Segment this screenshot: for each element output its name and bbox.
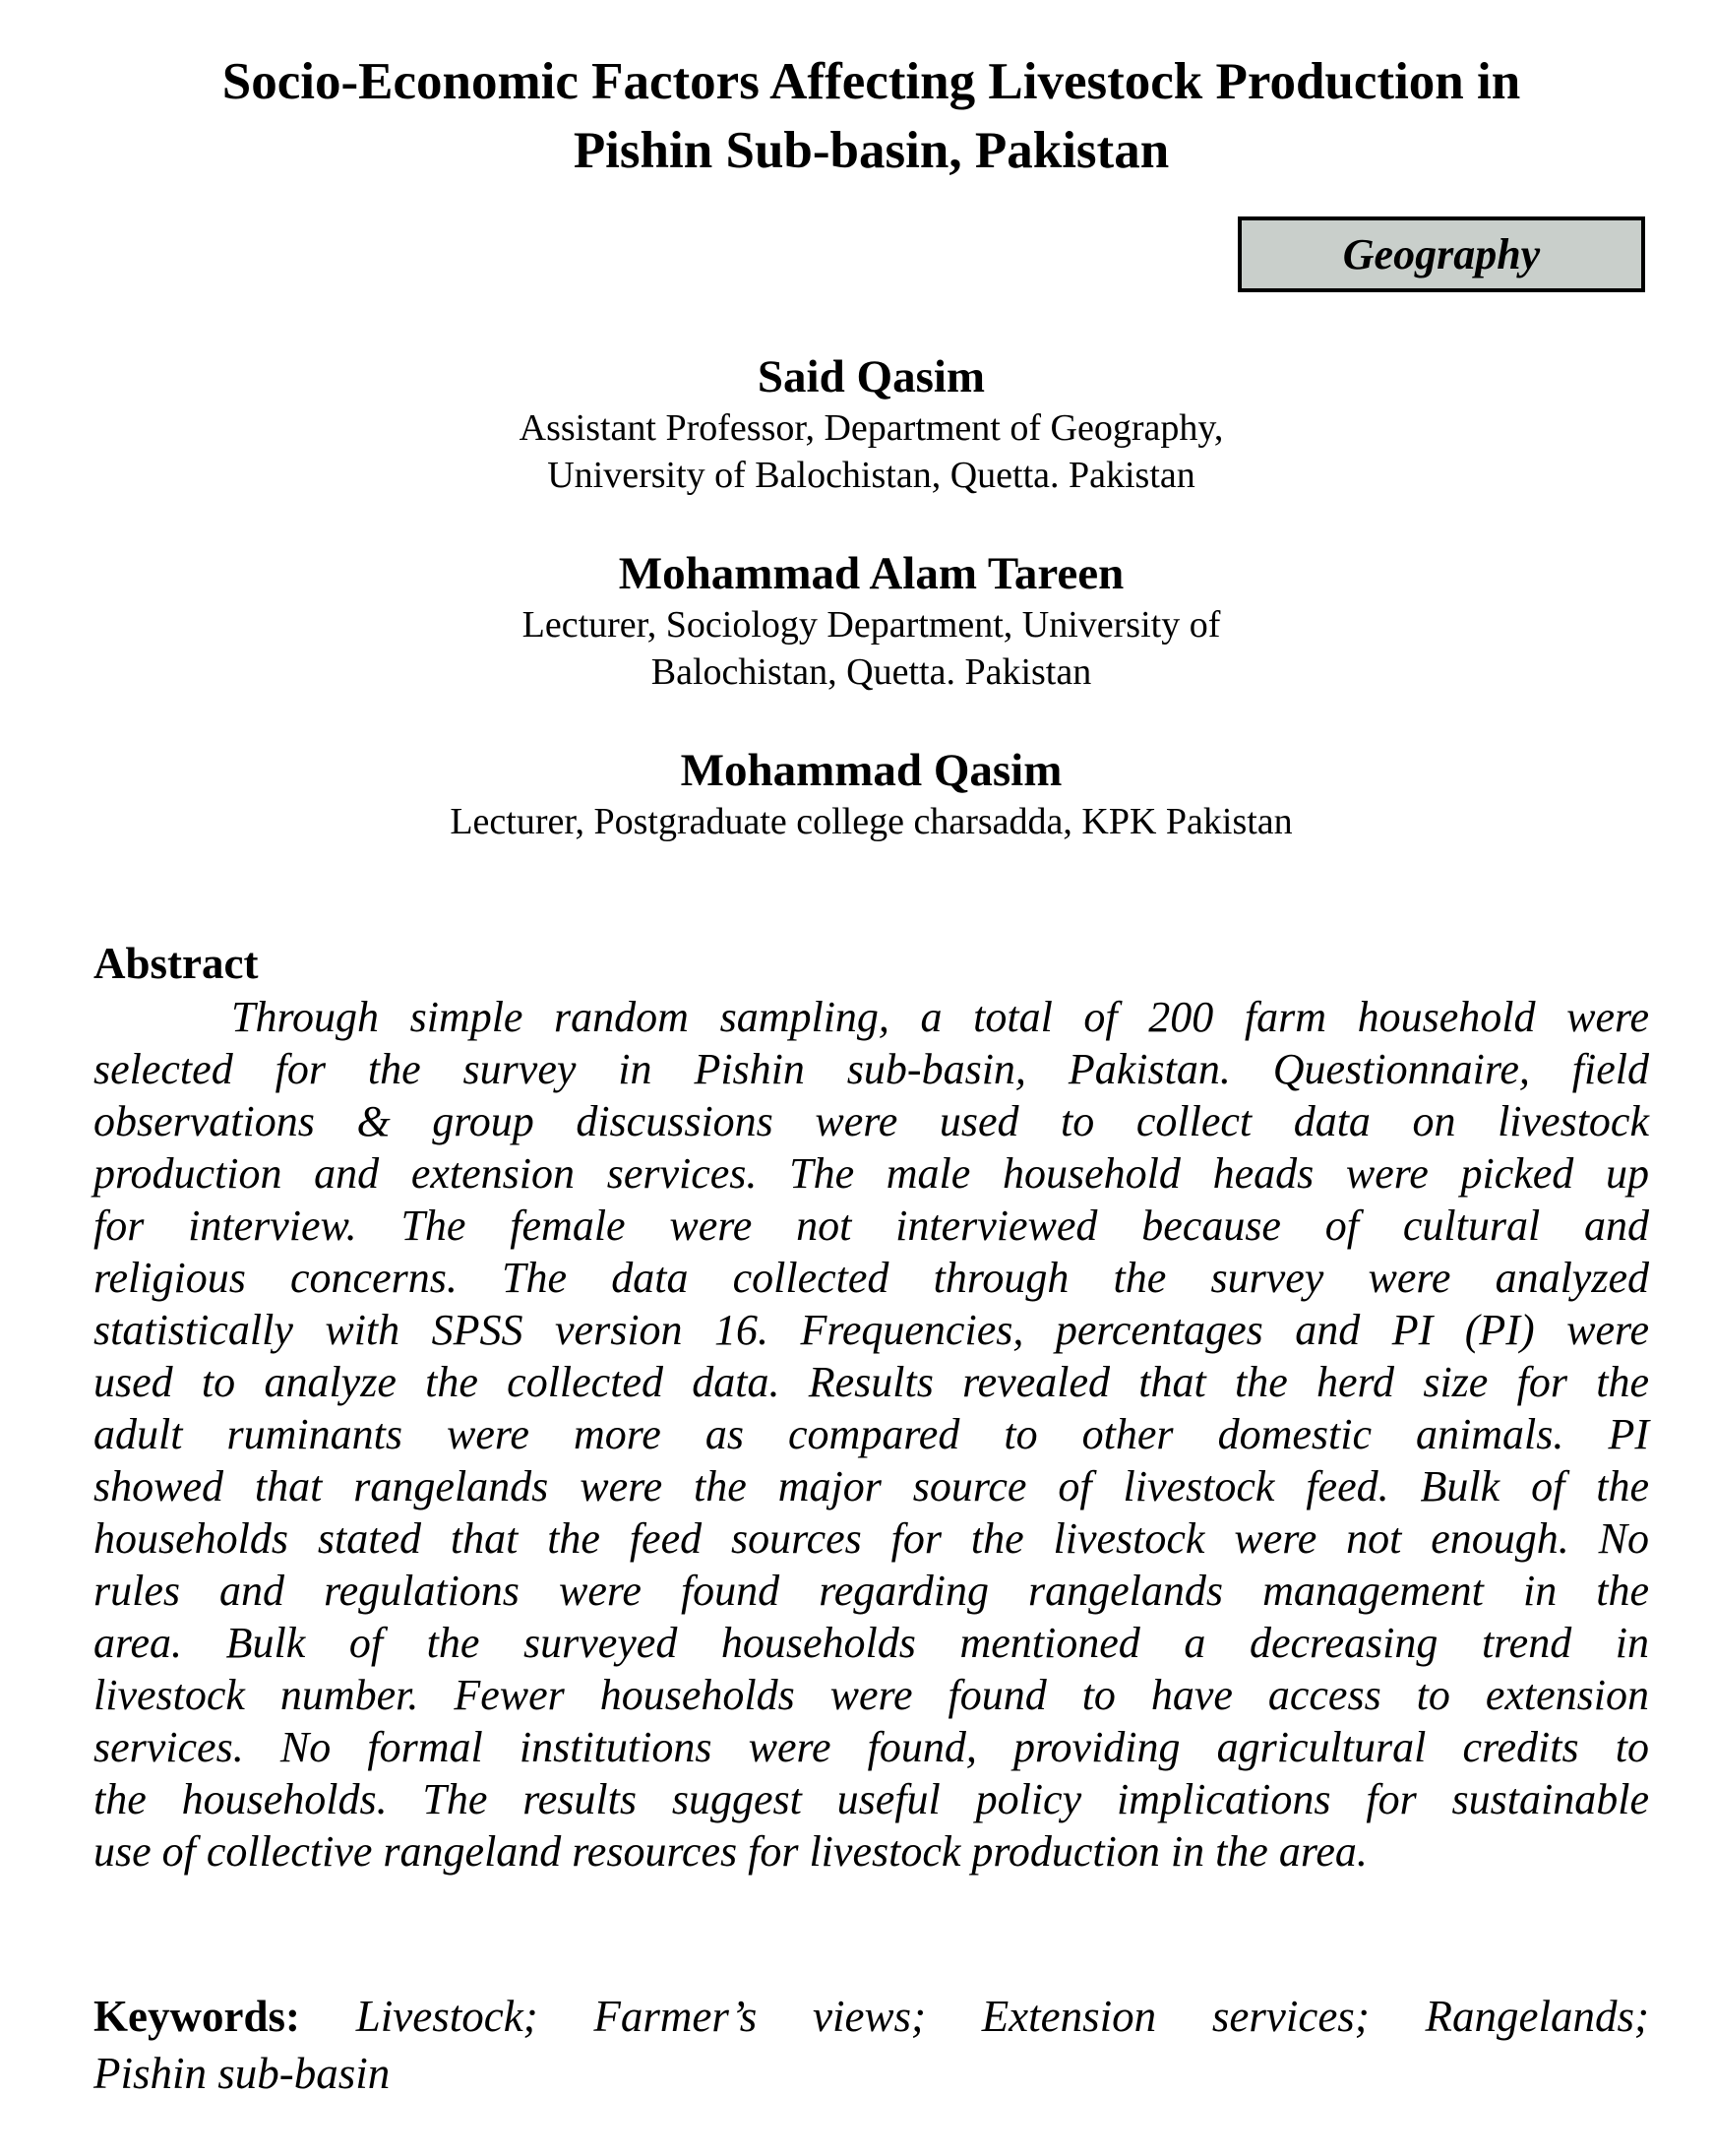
keywords-line2: Pishin sub-basin [93,2049,391,2098]
abstract-line: area. Bulk of the surveyed households mentioned a decreasing trend in [93,1619,1649,1667]
abstract-line: observations & group discussions were used to collect data on livestock [93,1097,1649,1145]
author-affiliation-line: University of Balochistan, Quetta. Pakistan [547,455,1195,496]
abstract-line: adult ruminants were more as compared to other domestic animals. PI [93,1410,1649,1458]
abstract-line: rules and regulations were found regarding rangelands management in the [93,1567,1649,1615]
abstract-line: the households. The results suggest useful policy implications for sustainable [93,1775,1649,1823]
keywords-label: Keywords: [93,1992,300,2041]
author-block [93,743,1649,845]
paper-title-line2: Pishin Sub-basin, Pakistan [573,122,1170,179]
abstract-heading: Abstract [93,939,259,988]
abstract-line: used to analyze the collected data. Results revealed that the herd size for the [93,1358,1649,1406]
abstract-line: livestock number. Fewer households were found to have access to extension [93,1671,1649,1719]
author-block [93,349,1649,499]
abstract-line: Through simple random sampling, a total of 200 farm household were [231,993,1649,1041]
keywords-section [93,1988,1649,2102]
abstract-line: for interview. The female were not interviewed because of cultural and [93,1201,1649,1250]
abstract-body [93,991,1649,1878]
abstract-line: selected for the survey in Pishin sub-basin, Pakistan. Questionnaire, field [93,1045,1649,1093]
author-name: Mohammad Qasim [680,745,1063,796]
author-name: Said Qasim [757,351,986,402]
author-name: Mohammad Alam Tareen [618,548,1125,599]
paper-title [93,47,1649,185]
author-affiliation-line: Balochistan, Quetta. Pakistan [650,651,1092,693]
paper-title-line1: Socio-Economic Factors Affecting Livestock Production in [221,53,1521,110]
author-block [93,546,1649,696]
abstract-line: use of collective rangeland resources for livestock production in the area. [93,1827,1368,1876]
author-affiliation-line: Lecturer, Postgraduate college charsadda, KPK Pakistan [450,801,1293,842]
author-affiliation-line: Lecturer, Sociology Department, University of [521,604,1221,646]
keywords-items: Livestock; Farmer’s views; Extension services; Rangelands; [355,1992,1650,2041]
keywords-line1 [93,1988,1649,2045]
authors-section [93,349,1649,845]
author-affiliation-line: Assistant Professor, Department of Geography, [519,407,1224,449]
category-label: Geography [1342,229,1541,278]
abstract-line: statistically with SPSS version 16. Frequencies, percentages and PI (PI) were [93,1306,1649,1354]
abstract-line: showed that rangelands were the major source of livestock feed. Bulk of the [93,1462,1649,1510]
abstract-line: services. No formal institutions were found, providing agricultural credits to [93,1723,1649,1771]
category-box [1238,216,1645,292]
abstract-line: religious concerns. The data collected through the survey were analyzed [93,1254,1649,1302]
abstract-line: production and extension services. The male household heads were picked up [93,1149,1649,1198]
abstract-line: households stated that the feed sources for the livestock were not enough. No [93,1514,1649,1563]
